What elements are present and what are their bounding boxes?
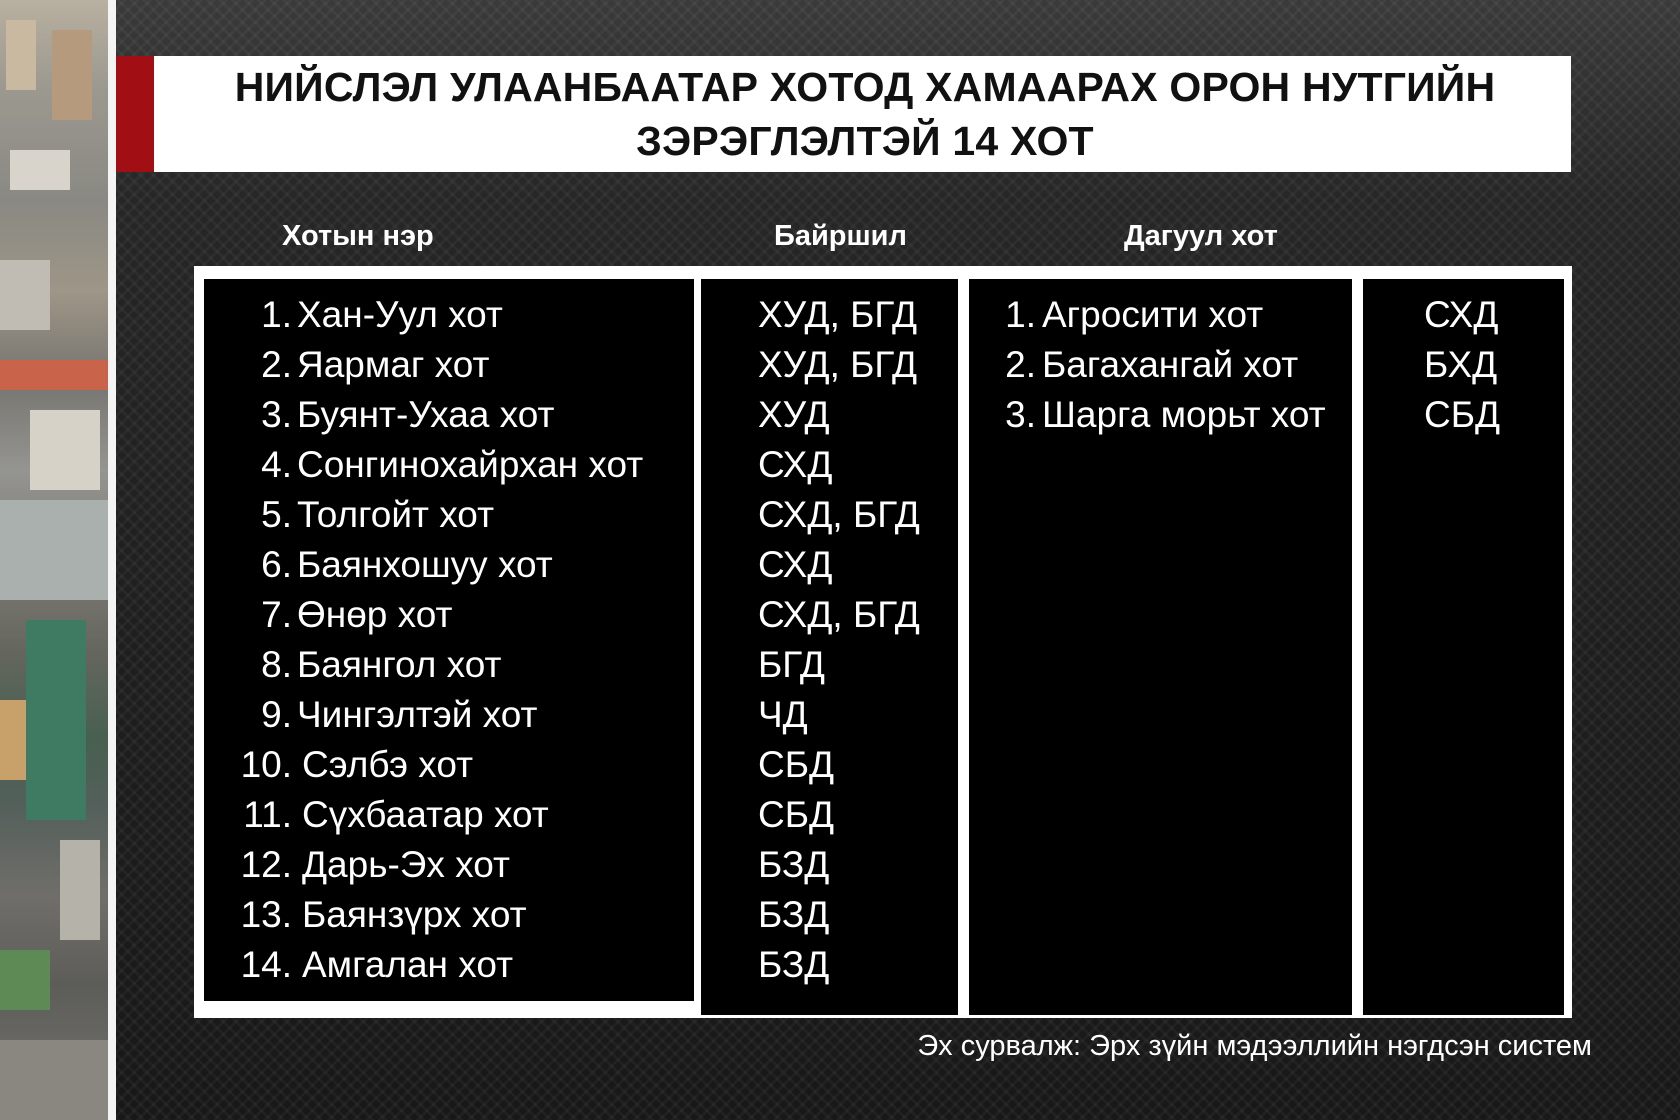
title-line-2: ЗЭРЭГЛЭЛТЭЙ 14 ХОТ [636,118,1094,164]
panel-satellite-names [969,279,1352,1015]
city-name: Өнөр хот [297,594,453,635]
city-number: 4. [261,444,292,485]
city-number: 10. [240,744,292,785]
header-city-name: Хотын нэр [282,220,434,252]
city-number: 3. [261,394,292,435]
city-name: Дарь-Эх хот [302,844,510,885]
city-location: СХД, БГД [758,594,920,635]
city-location: СХД, БГД [758,494,920,535]
city-number: 7. [261,594,292,635]
city-location: БЗД [758,844,830,885]
city-number: 14. [240,944,292,985]
satellite-number: 3. [1005,394,1036,435]
source-note: Эх сурвалж: Эрх зүйн мэдээллийн нэгдсэн систем [917,1030,1592,1062]
city-location: ХУД [758,394,830,435]
header-location: Байршил [774,220,907,252]
city-name: Сэлбэ хот [302,744,474,785]
satellite-location: БХД [1424,344,1498,385]
city-location: ХУД, БГД [758,344,918,385]
city-number: 8. [261,644,292,685]
satellite-name: Багахангай хот [1042,344,1299,385]
satellite-number: 2. [1005,344,1036,385]
panel-satellite-locations [1363,279,1564,1015]
panel-locations [701,279,958,1015]
city-name: Баянгол хот [297,644,502,685]
city-location: ХУД, БГД [758,294,918,335]
city-name: Хан-Уул хот [297,294,503,335]
city-name: Яармаг хот [297,344,490,385]
city-name: Буянт-Ухаа хот [297,394,555,435]
city-name: Баянзүрх хот [302,894,527,935]
city-location: СХД [758,444,833,485]
city-number: 5. [261,494,292,535]
satellite-number: 1. [1005,294,1036,335]
city-number: 13. [240,894,292,935]
city-name: Толгойт хот [297,494,495,535]
photo-border [108,0,116,1120]
city-number: 12. [240,844,292,885]
title-line-1: НИЙСЛЭЛ УЛААНБААТАР ХОТОД ХАМААРАХ ОРОН НУТГИЙН [234,64,1496,110]
header-satellite-city: Дагуул хот [1124,220,1278,252]
city-location: СБД [758,744,835,785]
city-location: БЗД [758,944,830,985]
city-name: Амгалан хот [302,944,514,985]
city-number: 6. [261,544,292,585]
city-location: СХД [758,544,833,585]
city-number: 9. [261,694,292,735]
city-location: БЗД [758,894,830,935]
city-name: Сонгинохайрхан хот [297,444,644,485]
city-number: 2. [261,344,292,385]
city-location: БГД [758,644,825,685]
city-number: 11. [243,794,292,835]
satellite-location: СБД [1424,394,1501,435]
city-location: ЧД [758,694,808,735]
city-location: СБД [758,794,835,835]
city-name: Чингэлтэй хот [297,694,538,735]
city-aerial-photo [0,0,108,1120]
satellite-location: СХД [1424,294,1499,335]
page-title [160,58,1570,170]
city-name: Сүхбаатар хот [302,794,549,835]
title-accent-bar [116,56,154,172]
satellite-name: Агросити хот [1042,294,1264,335]
city-number: 1. [261,294,292,335]
city-name: Баянхошуу хот [297,544,553,585]
satellite-name: Шарга морьт хот [1042,394,1326,435]
